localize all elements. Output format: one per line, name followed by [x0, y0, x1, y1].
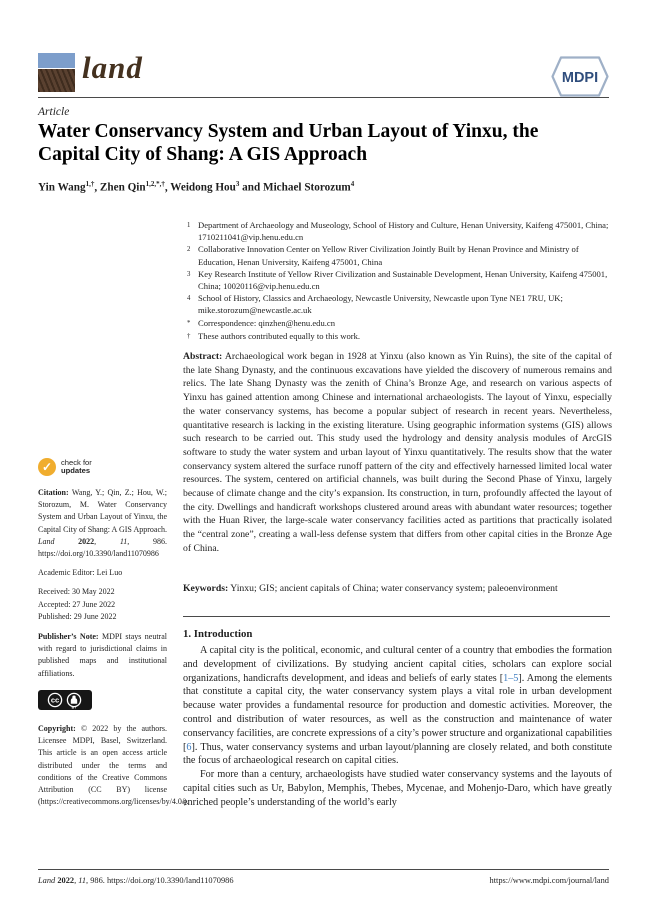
- check-for-updates-button[interactable]: [38, 458, 167, 476]
- affiliations-block: [187, 219, 613, 343]
- author-affil-sup: 3: [235, 180, 240, 188]
- correspondence-row: [187, 317, 613, 330]
- intro-paragraph-2: For more than a century, archaeologists have studied water conservancy systems and the layouts of capital cities such as Ur, Babylon, Memphis, Thebes, Mycenae, and Mohenjo-Daro, which have greatly enriched people’s understanding of the world’s early: [183, 769, 612, 808]
- citation-block: Citation: Wang, Y.; Qin, Z.; Hou, W.; Storozum, M. Water Conservancy System and Urban Layout of Yinxu, the Capital City of Shang: A GIS Approach. Land 2022, 11, 986. https://doi.org/10.3390/land11070986: [38, 488, 168, 559]
- keywords-label: Keywords:: [183, 583, 229, 594]
- check-for-updates-label: check for updates: [61, 457, 92, 475]
- equal-contribution-marker: †: [187, 332, 191, 340]
- svg-text:cc: cc: [50, 695, 60, 705]
- header-divider: [38, 97, 609, 98]
- cc-by-license-badge[interactable]: [38, 690, 92, 710]
- author-separator: ,: [94, 181, 100, 194]
- journal-wordmark: land: [82, 50, 143, 85]
- page-title: Water Conservancy System and Urban Layout of Yinxu, the Capital City of Shang: A GIS Approach: [38, 121, 539, 165]
- affiliation-text: Collaborative Innovation Center on Yellow River Civilization Jointly Built by Henan Province and Ministry of Education, Henan University, Kaifeng 475001, China: [198, 244, 579, 267]
- logo-sky-band: [38, 53, 75, 68]
- sidebar-meta-column: [38, 457, 189, 808]
- check-icon: ✓: [38, 458, 56, 476]
- affiliation-marker: 4: [187, 295, 191, 303]
- affiliation-marker: 1: [187, 222, 191, 229]
- author-affil-sup: 4: [350, 180, 355, 188]
- equal-contribution-row: [187, 330, 613, 343]
- abstract-label: Abstract:: [183, 351, 223, 362]
- keywords-text: Yinxu; GIS; ancient capitals of China; water conservancy system; paleoenvironment: [230, 583, 558, 594]
- publishers-note: Publisher’s Note: MDPI stays neutral with regard to jurisdictional claims in published maps and institutional affiliations.: [38, 632, 167, 678]
- copyright-notice: Copyright: © 2022 by the authors. Licensee MDPI, Basel, Switzerland. This article is an open access article distributed under the terms and conditions of the Creative Commons Attribution (CC BY) license (https://creativecommons.org/licenses/by/4.0/).: [38, 724, 189, 807]
- affiliation-marker: 3: [187, 270, 191, 278]
- affiliation-row: [187, 268, 613, 292]
- received-date: Received: 30 May 2022: [38, 587, 115, 597]
- affiliation-row: [187, 292, 613, 316]
- abstract-divider: [183, 616, 610, 617]
- footer-citation[interactable]: Land 2022, 11, 986. https://doi.org/10.3390/land11070986: [38, 876, 234, 885]
- cc-by-label: BY: [71, 705, 77, 710]
- section-heading-introduction: 1. Introduction: [183, 628, 253, 640]
- affiliation-row: [187, 219, 613, 243]
- author-affil-sup: 1,†: [85, 180, 95, 188]
- affiliation-marker: 2: [187, 246, 191, 254]
- logo-field-band: [38, 69, 75, 92]
- author-name[interactable]: Michael Storozum: [263, 181, 351, 194]
- intro-paragraph-1: A capital city is the political, economic, and cultural center of a country that embodies the formation and development of civilizations. By studying ancient capital cities, scholars can explore social organizations, handicrafts development, and ideas and beliefs of early states [1–5]. Among the elements that constitute a capital city, the water conservancy system plays a vital role in urban development because water provides a fundamental resource for production and domestic activities. Moreover, the control and distribution of water resources, as well as the construction and maintenance of water conservancy facilities, are concrete expressions of a city’s power structure and organizational capabilities [6]. Thus, water conservancy systems and urban layout/planning are closely related, and both constitute the focus of archaeological research on capital cities.: [183, 645, 613, 767]
- author-affil-sup: 1,2,*,†: [145, 180, 165, 188]
- introduction-body: [183, 644, 612, 810]
- author-separator: ,: [164, 181, 171, 194]
- author-separator: and: [239, 181, 264, 194]
- affiliation-text: Key Research Institute of Yellow River Civilization and Sustainable Development, Henan University, Kaifeng 475001, China; 10020116@vip.henu.edu.cn: [198, 268, 608, 292]
- mdpi-logo-text: MDPI: [561, 70, 599, 86]
- accepted-date: Accepted: 27 June 2022: [38, 599, 116, 609]
- author-line: [38, 180, 598, 194]
- article-dates: [38, 586, 167, 623]
- author-name[interactable]: Zhen Qin: [99, 181, 146, 194]
- affiliation-text: Department of Archaeology and Museology, School of History and Culture, Henan University, Kaifeng 475001, China; 1710211041@vip.henu.edu.cn: [198, 220, 609, 243]
- academic-editor: Academic Editor: Lei Luo: [38, 568, 123, 578]
- correspondence-text[interactable]: Correspondence: qinzhen@henu.edu.cn: [198, 317, 336, 328]
- published-date: Published: 29 June 2022: [38, 611, 117, 621]
- abstract: [183, 350, 612, 556]
- abstract-text: Archaeological work began in 1928 at Yinxu (also known as Yin Ruins), the site of the capital of the late Shang Dynasty, and the continuous excavations have yielded the discovery of numerous remains and relics. The late Shang Dynasty was the zenith of China’s Bronze Age, and research on various aspects of Yinxu has gained attention among Chinese and international archaeologists. The layout of Yinxu, especially the water conservancy systems, has become a popular subject of research in recent years. Nevertheless, quantitative research is lacking in the existing literature. Using geographic information systems (GIS) allows such research to be carried out. This study used the hydrology and density analysis modules of ArcGIS software to study the water system and urban layout of Yinxu quantitatively. The results show that the water conservancy system altered the surface runoff pattern of the city and effectively harnessed limited local water resources. The system, centered on artificial channels, was built during the Second Phase of Yinxu, largely because of climate change and the city’s expansion. Its construction, in turn, profoundly affected the layout of the city. Dwellings and handicraft workshops clustered around areas with abundant water resources; together with the Huan River, the large-scale water conservancy facilities acted as partitions that practically isolated the “central zone”, creating a wall-less defense system that differs from other capital cities in the Bronze Age of China.: [183, 351, 612, 554]
- footer-divider: [38, 869, 609, 870]
- author-name[interactable]: Yin Wang: [38, 181, 86, 194]
- mdpi-logo[interactable]: [551, 56, 609, 97]
- keywords: [183, 582, 612, 596]
- correspondence-marker: *: [187, 319, 191, 327]
- land-journal-logo: [38, 53, 75, 92]
- article-type-label: Article: [38, 106, 70, 118]
- footer-journal-url[interactable]: https://www.mdpi.com/journal/land: [489, 876, 609, 885]
- author-name[interactable]: Weidong Hou: [170, 181, 236, 194]
- affiliation-row: [187, 243, 613, 267]
- equal-contribution-text: These authors contributed equally to this work.: [198, 330, 361, 341]
- affiliation-text: School of History, Classics and Archaeology, Newcastle University, Newcastle upon Tyne NE1 7RU, UK; mike.storozum@newcastle.ac.uk: [198, 293, 563, 316]
